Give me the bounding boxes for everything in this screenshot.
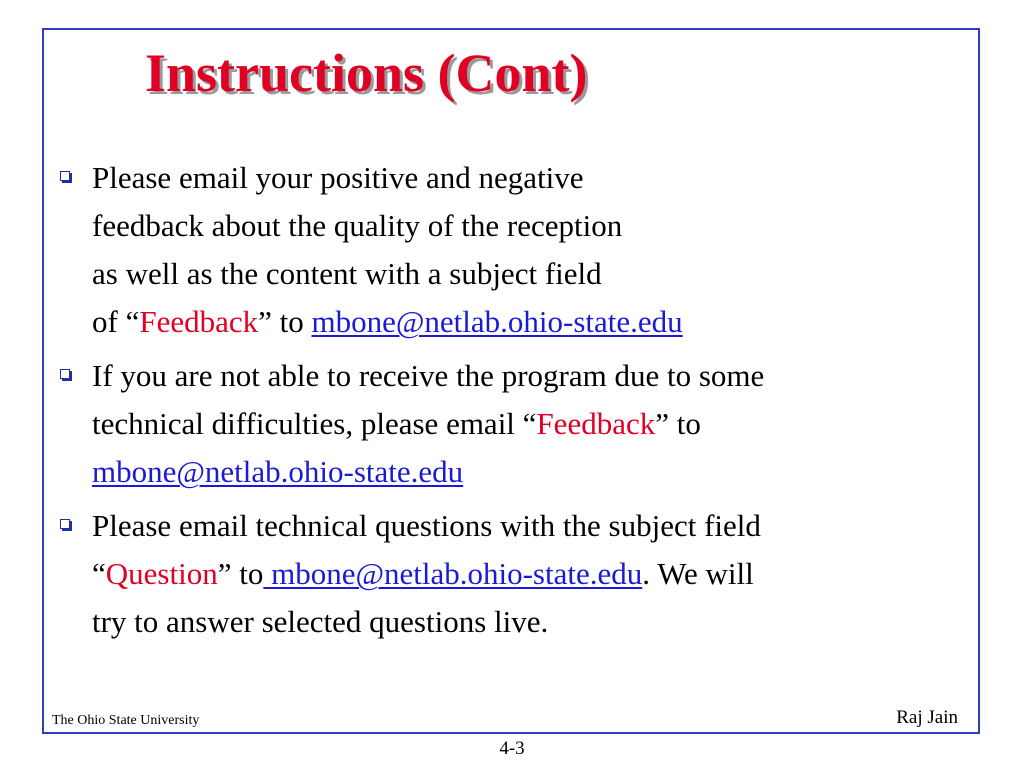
email-link[interactable]: mbone@netlab.ohio-state.edu	[311, 304, 683, 339]
subject-keyword: Question	[105, 556, 218, 591]
hollow-square-bullet-icon	[60, 171, 70, 181]
footer-university: The Ohio State University	[52, 713, 200, 728]
bullet-item-difficulties	[60, 352, 965, 496]
bullet-text-line: try to answer selected questions live.	[92, 604, 549, 639]
bullet-item-questions	[60, 502, 965, 646]
bullet-text-line	[92, 550, 965, 598]
bullet-item-feedback	[60, 154, 965, 346]
slide-title: Instructions (Cont)	[145, 43, 588, 103]
bullet-text-line: Please email your positive and negative	[92, 160, 584, 195]
page-number: 4-3	[499, 738, 525, 759]
email-link[interactable]: mbone@netlab.ohio-state.edu	[263, 556, 643, 591]
bullet-text: ” to	[217, 556, 264, 591]
bullet-text-line	[92, 298, 965, 346]
subject-keyword: Feedback	[139, 304, 259, 339]
subject-keyword: Feedback	[536, 406, 656, 441]
bullet-text-line	[92, 448, 965, 496]
bullet-list	[60, 154, 965, 652]
bullet-text: technical difficulties, please email “	[92, 406, 537, 441]
hollow-square-bullet-icon	[60, 369, 70, 379]
bullet-text-line: If you are not able to receive the program due to some	[92, 358, 765, 393]
bullet-text: . We will	[642, 556, 754, 591]
bullet-text: “	[92, 556, 106, 591]
bullet-text: of “	[92, 304, 140, 339]
hollow-square-bullet-icon	[60, 519, 70, 529]
bullet-text-line: feedback about the quality of the reception	[92, 208, 623, 243]
bullet-text: ” to	[258, 304, 312, 339]
footer-author: Raj Jain	[896, 707, 958, 728]
email-link[interactable]: mbone@netlab.ohio-state.edu	[92, 454, 464, 489]
bullet-text-line	[92, 400, 965, 448]
bullet-text-line: as well as the content with a subject field	[92, 256, 602, 291]
bullet-text: ” to	[655, 406, 701, 441]
bullet-text-line: Please email technical questions with the subject field	[92, 508, 761, 543]
